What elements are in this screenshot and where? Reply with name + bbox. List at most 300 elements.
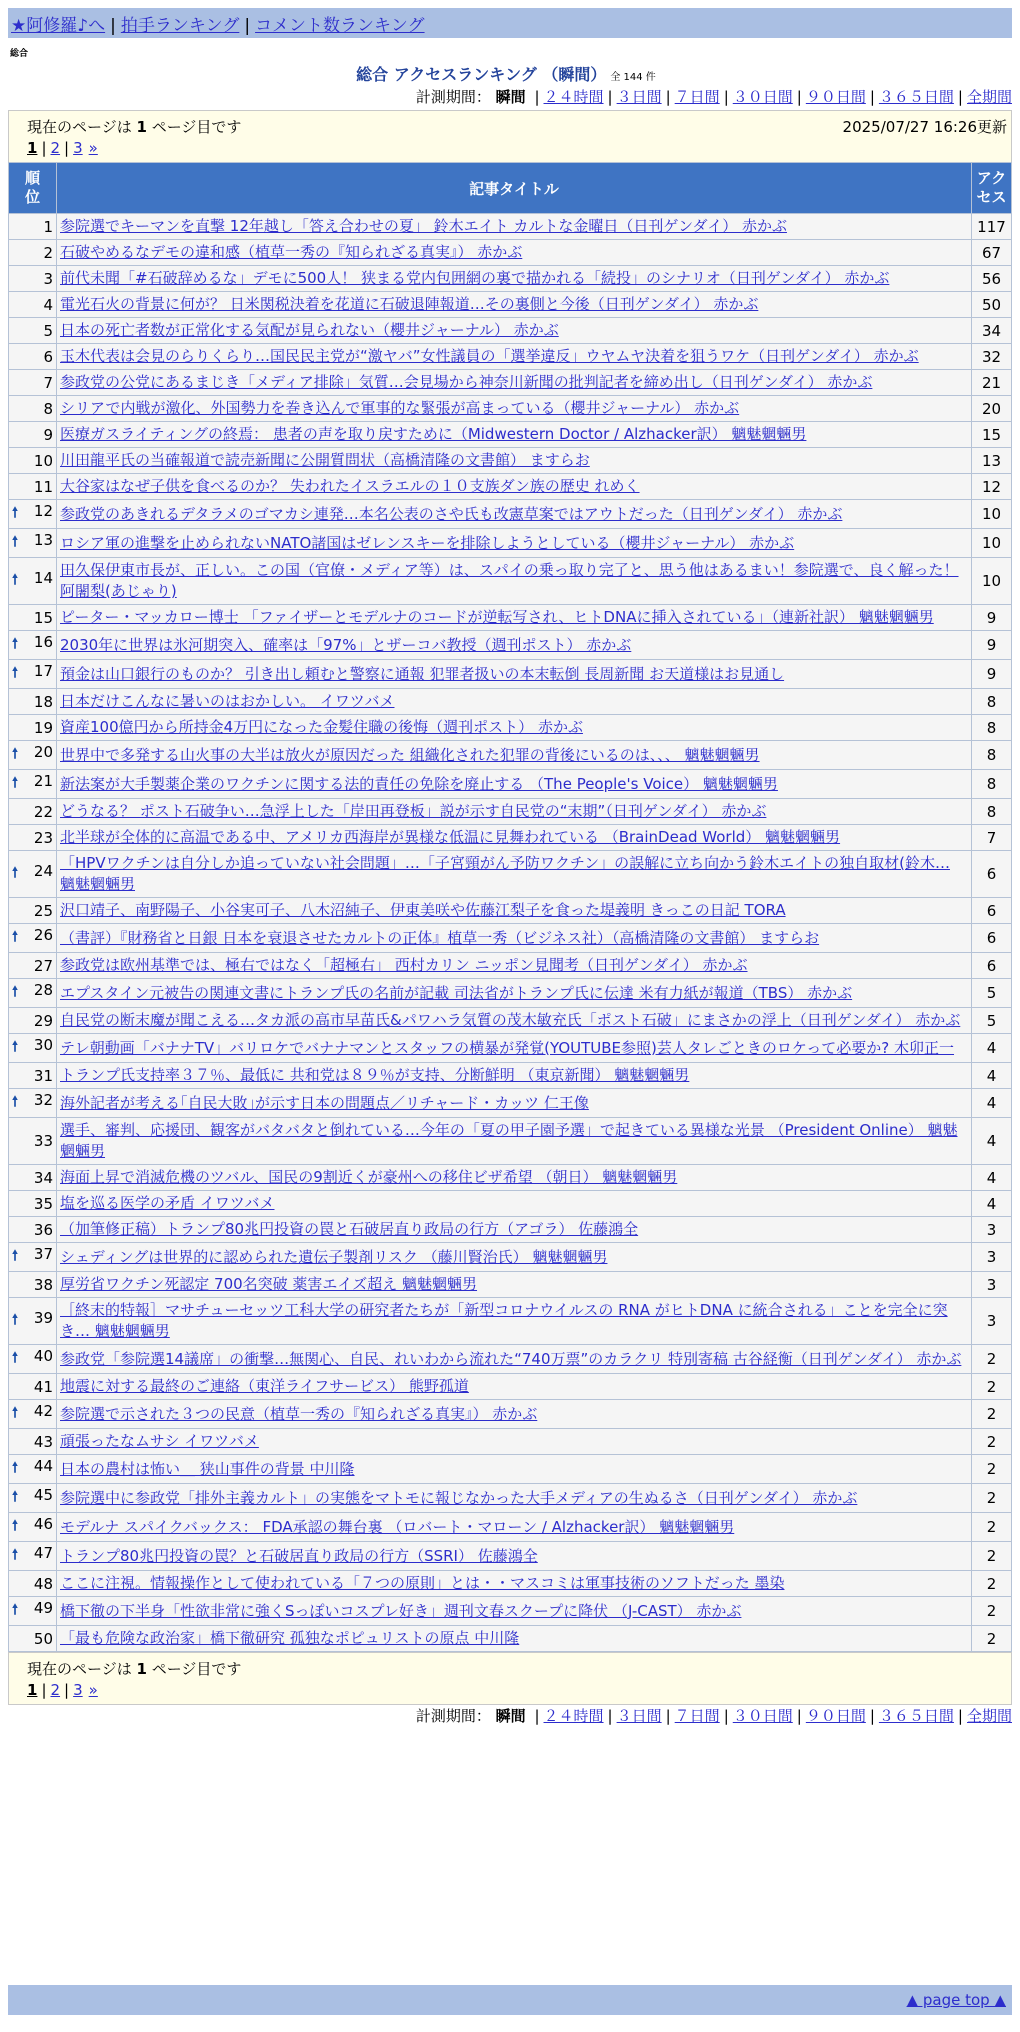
separator: | [957,1707,963,1725]
title-cell [57,500,971,528]
rank-number: 28 [33,981,53,999]
article-link[interactable]: 日本の農村は怖い＿ 狭山事件の背景 中川隆 [60,1459,355,1478]
rank-cell [9,689,56,714]
rank-cell [9,1455,56,1483]
updated-timestamp: 2025/07/27 16:26更新 [842,118,1007,136]
separator: | [41,1681,47,1699]
access-count: 4 [972,1089,1011,1117]
article-link[interactable]: 前代未聞「#石破辞めるな」デモに500人！ 狭まる党内包囲網の裏で描かれる「続投」のシナリオ（日刊ゲンダイ） 赤かぶ [60,269,890,287]
table-row [9,1008,1011,1033]
rank-up-arrow-icon: 🠕 [12,1094,19,1110]
table-row [9,1626,1011,1651]
pager-page-link[interactable]: 2 [50,139,61,157]
article-link[interactable]: 参院選で示された３つの民意（植草一秀の『知られざる真実』） 赤かぶ [60,1404,538,1423]
article-link[interactable]: 海外記者が考える｢自民大敗｣が示す日本の問題点／リチャード・カッツ 仁王像 [60,1093,589,1112]
access-count: 4 [972,1191,1011,1216]
table-row [9,344,1011,369]
table-row [9,1298,1011,1344]
ranking-table [8,162,1012,1652]
article-link[interactable]: 参政党の公党にあるまじき「メディア排除」気質…会見場から神奈川新聞の批判記者を締め出し（日刊ゲンダイ） 赤かぶ [60,373,873,391]
rank-up-arrow-icon: 🠕 [12,1489,19,1505]
table-row [9,266,1011,291]
table-row [9,631,1011,659]
title-cell [57,825,971,850]
article-link[interactable]: シェディングは世界的に認められた遺伝子製剤リスク （藤川賢治氏） 魑魅魍魎男 [60,1247,608,1266]
access-count: 3 [972,1298,1011,1344]
access-count: 10 [972,529,1011,557]
title-cell [57,851,971,897]
article-link[interactable]: どうなる？ ポスト石破争い…急浮上した「岸田再登板」説が示す自民党の“末期”（日刊ゲンダイ） 赤かぶ [60,802,767,820]
article-link[interactable]: 参政党は欧州基準では、極右ではなく「超極右」 西村カリン ニッポン見聞考（日刊ゲンダイ） 赤かぶ [60,956,748,974]
access-count: 2 [972,1571,1011,1596]
table-row [9,1374,1011,1399]
access-count: 5 [972,1008,1011,1033]
table-row [9,1429,1011,1454]
pager-page-link[interactable]: 3 [73,139,83,157]
table-row [9,422,1011,447]
article-link[interactable]: 北半球が全体的に高温である中、アメリカ西海岸が異様な低温に見舞われている （BrainDead World） 魑魅魍魎男 [60,828,841,846]
rank-number: 9 [43,425,53,444]
rank-number: 31 [33,1066,53,1085]
article-link[interactable]: モデルナ スパイクバックス： FDA承認の舞台裏 （ロバート・マローン / Alzhacker訳） 魑魅魍魎男 [60,1517,735,1536]
article-link[interactable]: 沢口靖子、南野陽子、小谷実可子、八木沼純子、伊東美咲や佐藤江梨子を食った堤義明 きっこの日記 TORA [60,901,786,919]
separator: | [796,1707,802,1725]
rank-number: 41 [33,1377,53,1396]
period-link[interactable]: ３日間 [616,1707,662,1725]
access-count: 2 [972,1542,1011,1570]
access-count: 8 [972,741,1011,769]
rank-cell [9,851,56,897]
rank-cell [9,1626,56,1651]
rank-number: 5 [43,321,53,340]
rank-cell [9,898,56,923]
rank-up-arrow-icon: 🠕 [12,636,19,652]
separator: | [64,139,70,157]
table-row [9,558,1011,604]
rank-cell [9,1298,56,1344]
title-cell [57,1597,971,1625]
rank-cell [9,1217,56,1242]
rank-number: 22 [33,802,53,821]
article-link[interactable]: 資産100億円から所持金4万円になった金髪住職の後悔（週刊ポスト） 赤かぶ [60,718,583,736]
table-row [9,799,1011,824]
access-count: 9 [972,605,1011,630]
title-cell [57,1345,971,1373]
rank-cell [9,1400,56,1428]
rank-cell [9,214,56,239]
rank-cell [9,660,56,688]
access-count: 5 [972,979,1011,1007]
rank-cell [9,558,56,604]
table-row [9,1165,1011,1190]
period-label: 計測期間： [415,88,491,106]
title-cell [57,474,971,499]
access-count: 32 [972,344,1011,369]
article-link[interactable]: （書評）『財務省と日銀 日本を衰退させたカルトの正体』植草一秀（ビジネス社）（高橋清隆の文書館） ますらお [60,928,820,947]
article-link[interactable]: 「HPVワクチンは自分しか追っていない社会問題」…「子宮頸がん予防ワクチン」の誤解に立ち向かう鈴木エイトの独自取材(鈴木… 魑魅魍魎男 [60,854,950,893]
article-link[interactable]: 医療ガスライティングの終焉： 患者の声を取り戻すために（Midwestern Doctor / Alzhacker訳） 魑魅魍魎男 [60,425,807,443]
rank-cell [9,396,56,421]
article-link[interactable]: 預金は山口銀行のものか？ 引き出し頼むと警察に通報 犯罪者扱いの本末転倒 長周新聞 お天道様はお見通し [60,664,785,683]
rank-cell [9,799,56,824]
table-row [9,770,1011,798]
article-link[interactable]: 塩を巡る医学の矛盾 イワツバメ [60,1194,275,1212]
access-count: 2 [972,1400,1011,1428]
title-cell [57,1298,971,1344]
title-cell [57,689,971,714]
rank-number: 39 [33,1309,53,1327]
table-row [9,924,1011,952]
rank-up-arrow-icon: 🠕 [12,1350,19,1366]
rank-cell [9,1118,56,1164]
period-link[interactable]: ７日間 [674,88,720,106]
bottom-bar [8,1985,1012,2015]
article-link[interactable]: テレ朝動画「バナナTV」バリロケでバナナマンとスタッフの横暴が発覚(YOUTUBE参照)芸人タレごときのロケって必要か? 木卯正一 [60,1038,955,1057]
table-row [9,1597,1011,1625]
rank-cell [9,770,56,798]
article-link[interactable]: 世界中で多発する山火事の大半は放火が原因だった 組織化された犯罪の背後にいるのは、、、 魑魅魍魎男 [60,745,760,764]
title-cell [57,1243,971,1271]
rank-up-arrow-icon: 🠕 [12,1039,19,1055]
separator: | [534,88,540,106]
rank-cell [9,1272,56,1297]
rank-number: 40 [33,1347,53,1365]
access-count: 6 [972,851,1011,897]
rank-number: 30 [33,1036,53,1054]
rank-number: 10 [33,451,53,470]
article-link[interactable]: トランプ氏支持率３７％、最低に 共和党は８９％が支持、分断鮮明 （東京新聞） 魑魅魍魎男 [60,1066,690,1084]
article-link[interactable]: 新法案が大手製薬企業のワクチンに関する法的責任の免除を廃止する （The People's Voice） 魑魅魍魎男 [60,774,778,793]
article-link[interactable]: 橋下徹の下半身「性欲非常に強くSっぽいコスプレ好き」週刊文春スクープに降伏 （J-CAST） 赤かぶ [60,1601,742,1620]
access-count: 8 [972,799,1011,824]
rank-cell [9,1429,56,1454]
title-cell [57,1542,971,1570]
title-cell [57,979,971,1007]
rank-number: 3 [43,269,53,288]
rank-cell [9,715,56,740]
article-link[interactable]: ロシア軍の進撃を止められないNATO諸国はゼレンスキーを排除しようとしている（櫻井ジャーナル） 赤かぶ [60,533,795,552]
period-current: 瞬間 [495,88,526,106]
separator: | [665,1707,671,1725]
title-cell [57,1191,971,1216]
article-link[interactable]: ［終末的特報］マサチューセッツ工科大学の研究者たちが「新型コロナウイルスの RNA がヒトDNA に統合される」ことを完全に突き… 魑魅魍魎男 [60,1301,948,1340]
title-cell [57,898,971,923]
article-link[interactable]: 川田龍平氏の当確報道で読売新聞に公開質問状（高橋清隆の文書館） ますらお [60,451,590,469]
title-cell [57,605,971,630]
article-link[interactable]: 地震に対する最終のご連絡（東洋ライフサービス） 熊野孤道 [60,1377,469,1395]
separator: | [41,139,47,157]
access-count: 9 [972,660,1011,688]
title-cell [57,715,971,740]
table-row [9,851,1011,897]
access-count: 8 [972,715,1011,740]
period-link[interactable]: ３６５日間 [878,88,954,106]
rank-cell [9,1063,56,1088]
rank-cell [9,448,56,473]
table-row [9,1272,1011,1297]
rank-number: 1 [43,217,53,236]
title-cell [57,1513,971,1541]
page-title-text: 総合 アクセスランキング （瞬間） [356,65,607,84]
article-link[interactable]: 石破やめるなデモの違和感（植草一秀の『知られざる真実』） 赤かぶ [60,243,523,261]
article-link[interactable]: エプスタイン元被告の関連文書にトランプ氏の名前が記載 司法省がトランプ氏に伝達 米有力紙が報道（TBS） 赤かぶ [60,983,853,1002]
access-count: 4 [972,1063,1011,1088]
period-selector-bottom [416,1705,1012,1726]
article-link[interactable]: 電光石火の背景に何が？ 日米関税決着を花道に石破退陣報道…その裏側と今後（日刊ゲンダイ） 赤かぶ [60,295,759,313]
rank-up-arrow-icon: 🠕 [12,1518,19,1534]
rank-number: 44 [33,1457,53,1475]
rank-cell [9,422,56,447]
rank-up-arrow-icon: 🠕 [12,572,19,588]
rank-number: 7 [43,373,53,392]
article-link[interactable]: 選手、審判、応援団、観客がバタバタと倒れている…今年の「夏の甲子園予選」で起きている異様な光景 （President Online） 魑魅魍魎男 [60,1121,958,1160]
period-link[interactable]: ３０日間 [732,1707,793,1725]
separator: | [534,1707,540,1725]
rank-number: 35 [33,1194,53,1213]
rank-up-arrow-icon: 🠕 [12,865,19,881]
home-link[interactable]: ★阿修羅♪へ [11,15,106,36]
rank-cell [9,474,56,499]
rank-up-arrow-icon: 🠕 [12,1602,19,1618]
pager-top [27,139,98,157]
article-link[interactable]: 大谷家はなぜ子供を食べるのか？ 失われたイスラエルの１０支族ダン族の歴史 れめく [60,477,640,495]
period-label-bottom: 計測期間： [415,1707,491,1725]
period-link[interactable]: ２４時間 [543,88,604,106]
article-link[interactable]: 日本の死亡者数が正常化する気配が見られない（櫻井ジャーナル） 赤かぶ [60,321,559,339]
rank-number: 47 [33,1544,53,1562]
article-link[interactable]: 頑張ったなムサシ イワツバメ [60,1432,259,1450]
rank-up-arrow-icon: 🠕 [12,1405,19,1421]
rank-number: 16 [33,633,53,651]
rank-number: 6 [43,347,53,366]
title-cell [57,1034,971,1062]
rank-number: 32 [33,1091,53,1109]
rank-number: 19 [33,718,53,737]
access-count: 8 [972,770,1011,798]
title-cell [57,214,971,239]
title-cell [57,741,971,769]
rank-number: 37 [33,1245,53,1263]
article-link[interactable]: トランプ80兆円投資の罠？と石破居直り政局の行方（SSRI） 佐藤鴻全 [60,1546,538,1565]
period-link[interactable]: ７日間 [674,1707,720,1725]
title-cell [57,344,971,369]
table-row [9,474,1011,499]
article-link[interactable]: 玉木代表は会見のらりくらり…国民民主党が“激ヤバ”女性議員の「選挙違反」ウヤムヤ決着を狙うワケ（日刊ゲンダイ） 赤かぶ [60,347,919,365]
table-row [9,318,1011,343]
rank-up-arrow-icon: 🠕 [12,929,19,945]
rank-number: 21 [33,772,53,790]
page-info-top [8,110,1012,163]
title-cell [57,1455,971,1483]
rank-cell [9,1597,56,1625]
title-cell [57,448,971,473]
rank-number: 33 [33,1132,53,1150]
clap-ranking-link[interactable]: 拍手ランキング [120,15,240,36]
article-link[interactable]: 自民党の断末魔が聞こえる…タカ派の高市早苗氏&パワハラ気質の茂木敏充氏「ポスト石破」にまさかの浮上（日刊ゲンダイ） 赤かぶ [60,1011,961,1029]
access-count: 6 [972,953,1011,978]
period-link[interactable]: ９０日間 [805,1707,866,1725]
rank-cell [9,924,56,952]
rank-number: 43 [33,1432,53,1451]
article-link[interactable]: 海面上昇で消滅危機のツバル、国民の9割近くが豪州への移住ビザ希望 （朝日） 魑魅魍魎男 [60,1168,678,1186]
title-cell [57,370,971,395]
title-cell [57,1089,971,1117]
title-cell [57,1374,971,1399]
title-cell [57,266,971,291]
access-count: 2 [972,1374,1011,1399]
article-link[interactable]: （加筆修正稿）トランプ80兆円投資の罠と石破居直り政局の行方（アゴラ） 佐藤鴻全 [60,1220,639,1238]
table-row [9,1243,1011,1271]
total-count: 全 144 件 [610,72,656,83]
page-status-bottom: 現在のページは 1 ページ目です [27,1660,242,1678]
rank-cell [9,292,56,317]
title-cell [57,1626,971,1651]
rank-number: 18 [33,692,53,711]
access-count: 15 [972,422,1011,447]
separator: | [723,1707,729,1725]
table-row [9,741,1011,769]
title-cell [57,240,971,265]
title-cell [57,660,971,688]
rank-up-arrow-icon: 🠕 [12,1460,19,1476]
title-cell [57,318,971,343]
table-row [9,1118,1011,1164]
access-count: 4 [972,1034,1011,1062]
separator: | [796,88,802,106]
page-title [0,62,1012,85]
access-count: 2 [972,1597,1011,1625]
rank-cell [9,1513,56,1541]
table-row [9,1484,1011,1512]
article-link[interactable]: ピーター・マッカロー博士 「ファイザーとモデルナのコードが逆転写され、ヒトDNAに挿入されている」（連新社訳） 魑魅魍魎男 [60,608,934,626]
rank-cell [9,529,56,557]
rank-number: 25 [33,901,53,920]
article-link[interactable]: 2030年に世界は氷河期突入、確率は「97%」とザーコバ教授（週刊ポスト） 赤かぶ [60,635,632,654]
table-row [9,1542,1011,1570]
rank-number: 13 [33,531,53,549]
separator: | [869,1707,875,1725]
article-link[interactable]: 参院選中に参政党「排外主義カルト」の実態をマトモに報じなかった大手メディアの生ぬるさ（日刊ゲンダイ） 赤かぶ [60,1488,858,1507]
title-header: 記事タイトル [57,163,971,213]
table-row [9,660,1011,688]
rank-number: 45 [33,1486,53,1504]
title-cell [57,1118,971,1164]
rank-cell [9,1034,56,1062]
rank-number: 27 [33,956,53,975]
period-link[interactable]: ２４時間 [543,1707,604,1725]
rank-number: 26 [33,926,53,944]
rank-number: 50 [33,1629,53,1648]
separator: | [723,88,729,106]
table-row [9,1089,1011,1117]
access-count: 2 [972,1626,1011,1651]
rank-up-arrow-icon: 🠕 [12,984,19,1000]
rank-number: 11 [33,477,53,496]
article-link[interactable]: 厚労省ワクチン死認定 700名突破 薬害エイズ超え 魑魅魍魎男 [60,1275,478,1293]
rank-cell [9,741,56,769]
article-link[interactable]: シリアで内戦が激化、外国勢力を巻き込んで軍事的な緊張が高まっている（櫻井ジャーナル） 赤かぶ [60,399,740,417]
page-status: 現在のページは 1 ページ目です [27,118,242,136]
pager-page-link[interactable]: 2 [50,1681,61,1699]
access-count: 50 [972,292,1011,317]
access-count: 4 [972,1165,1011,1190]
access-count: 56 [972,266,1011,291]
rank-cell [9,370,56,395]
period-link[interactable]: ９０日間 [805,88,866,106]
rank-number: 15 [33,608,53,627]
period-link[interactable]: ３６５日間 [878,1707,954,1725]
rank-header: 順位 [9,163,56,213]
access-count: 3 [972,1217,1011,1242]
title-cell [57,631,971,659]
title-cell [57,770,971,798]
table-row [9,396,1011,421]
access-count: 6 [972,924,1011,952]
article-link[interactable]: 田久保伊東市長が、正しい。この国（官僚・メディア等）は、スパイの乗っ取り完了と、思う他はあるまい！参院選で、良く解った！ 阿闍梨(あじゃり) [60,561,959,600]
pager-current: 1 [27,139,38,157]
pager-page-link[interactable]: 3 [73,1681,83,1699]
rank-number: 46 [33,1515,53,1533]
access-count: 34 [972,318,1011,343]
rank-up-arrow-icon: 🠕 [12,1312,19,1328]
rank-number: 14 [33,569,53,587]
pager-next[interactable]: » [88,139,98,157]
title-cell [57,1484,971,1512]
rank-cell [9,953,56,978]
table-row [9,715,1011,740]
rank-cell [9,825,56,850]
title-cell [57,1429,971,1454]
rank-number: 34 [33,1168,53,1187]
article-link[interactable]: ここに注視。情報操作として使われている「７つの原則」とは・・マスコミは軍事技術のソフトだった 墨染 [60,1574,785,1592]
table-row [9,1034,1011,1062]
period-link[interactable]: 全期間 [966,1707,1012,1725]
rank-cell [9,1008,56,1033]
article-link[interactable]: 参政党「参院選14議席」の衝撃…無関心、自民、れいわから流れた“740万票”のカラクリ 特別寄稿 古谷経衡（日刊ゲンダイ） 赤かぶ [60,1349,962,1368]
period-link[interactable]: ３０日間 [732,88,793,106]
access-count: 12 [972,474,1011,499]
pager-current: 1 [27,1681,38,1699]
access-count: 2 [972,1455,1011,1483]
rank-cell [9,240,56,265]
period-link[interactable]: 全期間 [966,88,1012,106]
comment-ranking-link[interactable]: コメント数ランキング [255,15,425,36]
table-row [9,1217,1011,1242]
title-cell [57,292,971,317]
table-row [9,979,1011,1007]
table-row [9,605,1011,630]
rank-cell [9,1571,56,1596]
rank-up-arrow-icon: 🠕 [12,746,19,762]
title-cell [57,953,971,978]
rank-up-arrow-icon: 🠕 [12,665,19,681]
table-row [9,448,1011,473]
pager-next[interactable]: » [88,1681,98,1699]
access-count: 2 [972,1513,1011,1541]
access-count: 10 [972,558,1011,604]
rank-number: 36 [33,1220,53,1239]
rank-up-arrow-icon: 🠕 [12,775,19,791]
article-link[interactable]: 「最も危険な政治家」橋下徹研究 孤独なポピュリストの原点 中川隆 [60,1629,520,1647]
article-link[interactable]: 参政党のあきれるデタラメのゴマカシ連発…本名公表のさや氏も改憲草案ではアウトだった（日刊ゲンダイ） 赤かぶ [60,504,843,523]
rank-cell [9,500,56,528]
article-link[interactable]: 日本だけこんなに暑いのはおかしい。 イワツバメ [60,692,395,710]
table-row [9,214,1011,239]
page-top-link[interactable]: ▲ page top ▲ [906,1991,1006,2009]
period-link[interactable]: ３日間 [616,88,662,106]
article-link[interactable]: 参院選でキーマンを直撃 12年越し「答え合わせの夏」 鈴木エイト カルトな金曜日（日刊ゲンダイ） 赤かぶ [60,217,787,235]
access-count: 10 [972,500,1011,528]
